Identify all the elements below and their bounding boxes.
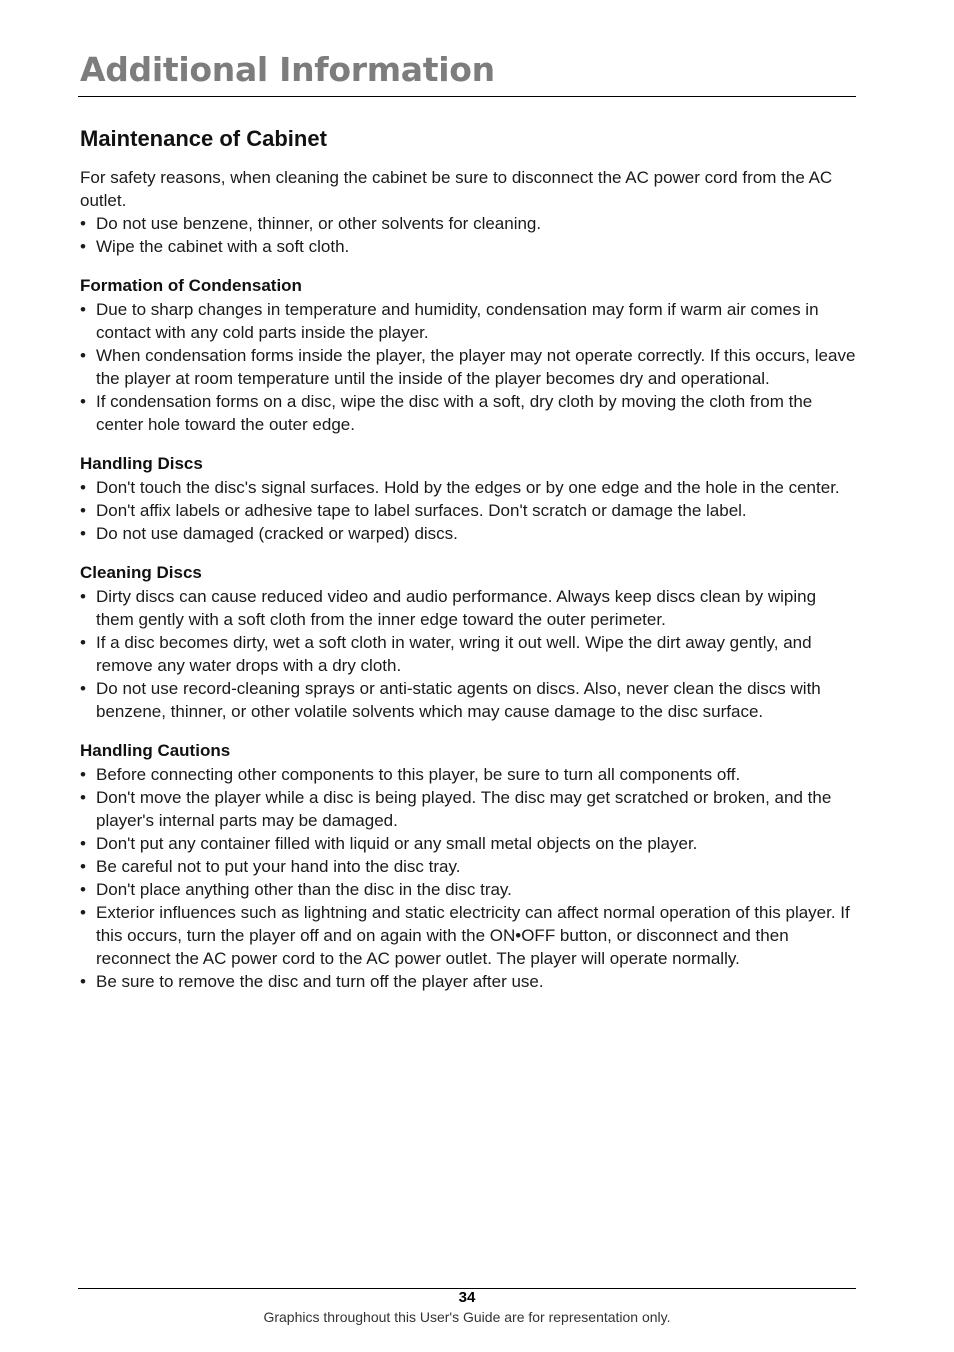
- manual-page: [78, 0, 856, 1352]
- list-item: • Be sure to remove the disc and turn off the player after use.: [80, 972, 544, 991]
- bullet-icon: •: [80, 478, 86, 497]
- bullet-icon: •: [80, 765, 86, 784]
- list-item: • Dirty discs can cause reduced video and audio performance. Always keep discs clean by wiping them gently with a soft cloth from the inner edge toward the outer perimeter.: [80, 587, 817, 629]
- list-item: • Do not use record-cleaning sprays or anti-static agents on discs. Also, never clean the discs with benzene, thinner, or other volatile solvents which may cause damage to the disc surface.: [80, 679, 821, 721]
- list-item: • If condensation forms on a disc, wipe the disc with a soft, dry cloth by moving the cloth from the center hole toward the outer edge.: [80, 392, 813, 434]
- list-item: • Don't move the player while a disc is being played. The disc may get scratched or broken, and the player's internal parts may be damaged.: [80, 788, 832, 830]
- list-item: • Before connecting other components to this player, be sure to turn all components off.: [80, 765, 741, 784]
- bullet-icon: •: [80, 300, 86, 319]
- bullet-icon: •: [80, 788, 86, 807]
- handling-cautions-list: [80, 763, 856, 993]
- list-item: • Wipe the cabinet with a soft cloth.: [80, 237, 350, 256]
- condensation-list: [80, 298, 856, 436]
- bullet-icon: •: [80, 880, 86, 899]
- list-item: • If a disc becomes dirty, wet a soft cloth in water, wring it out well. Wipe the dirt away gently, and remove any water drops with a dry cloth.: [80, 633, 812, 675]
- list-item: • Don't put any container filled with liquid or any small metal objects on the player.: [80, 834, 698, 853]
- sub-heading-cleaning-discs: Cleaning Discs: [80, 563, 202, 582]
- list-item: • When condensation forms inside the player, the player may not operate correctly. If this occurs, leave the player at room temperature until the inside of the player becomes dry and operational.: [80, 346, 856, 388]
- bullet-icon: •: [80, 857, 86, 876]
- list-item: • Do not use damaged (cracked or warped) discs.: [80, 524, 458, 543]
- list-item: • Don't touch the disc's signal surfaces. Hold by the edges or by one edge and the hole in the center.: [80, 478, 840, 497]
- list-item: • Due to sharp changes in temperature and humidity, condensation may form if warm air comes in contact with any cold parts inside the player.: [80, 300, 819, 342]
- page-number: 34: [458, 1289, 476, 1306]
- title-divider: [78, 96, 856, 97]
- maintenance-intro: For safety reasons, when cleaning the cabinet be sure to disconnect the AC power cord from the AC outlet.: [80, 168, 833, 210]
- maintenance-list: [80, 212, 856, 258]
- sub-heading-condensation: Formation of Condensation: [80, 276, 302, 295]
- bullet-icon: •: [80, 346, 86, 365]
- list-item: • Do not use benzene, thinner, or other solvents for cleaning.: [80, 214, 542, 233]
- footer-note: Graphics throughout this User's Guide are for representation only.: [263, 1309, 671, 1325]
- handling-discs-list: [80, 476, 856, 545]
- bullet-icon: •: [80, 501, 86, 520]
- list-item: • Be careful not to put your hand into the disc tray.: [80, 857, 461, 876]
- list-item: • Don't place anything other than the disc in the disc tray.: [80, 880, 512, 899]
- bullet-icon: •: [80, 903, 86, 922]
- bullet-icon: •: [80, 834, 86, 853]
- bullet-icon: •: [80, 633, 86, 652]
- bullet-icon: •: [80, 237, 86, 256]
- bullet-icon: •: [80, 679, 86, 698]
- bullet-icon: •: [80, 972, 86, 991]
- bullet-icon: •: [80, 587, 86, 606]
- cleaning-discs-list: [80, 585, 856, 723]
- bullet-icon: •: [80, 214, 86, 233]
- list-item: • Exterior influences such as lightning and static electricity can affect normal operation of this player. If this occurs, turn the player off and on again with the ON•OFF button, or disconnect and then reconnect the AC power cord to the AC power outlet. The player will operate normally.: [80, 903, 850, 968]
- bullet-icon: •: [80, 524, 86, 543]
- sub-heading-handling-discs: Handling Discs: [80, 454, 203, 473]
- page-content: [80, 124, 856, 993]
- bullet-icon: •: [80, 392, 86, 411]
- list-item: • Don't affix labels or adhesive tape to label surfaces. Don't scratch or damage the label.: [80, 501, 747, 520]
- sub-heading-handling-cautions: Handling Cautions: [80, 741, 231, 760]
- page-title: Additional Information: [80, 50, 495, 89]
- section-heading-maintenance: Maintenance of Cabinet: [80, 126, 327, 151]
